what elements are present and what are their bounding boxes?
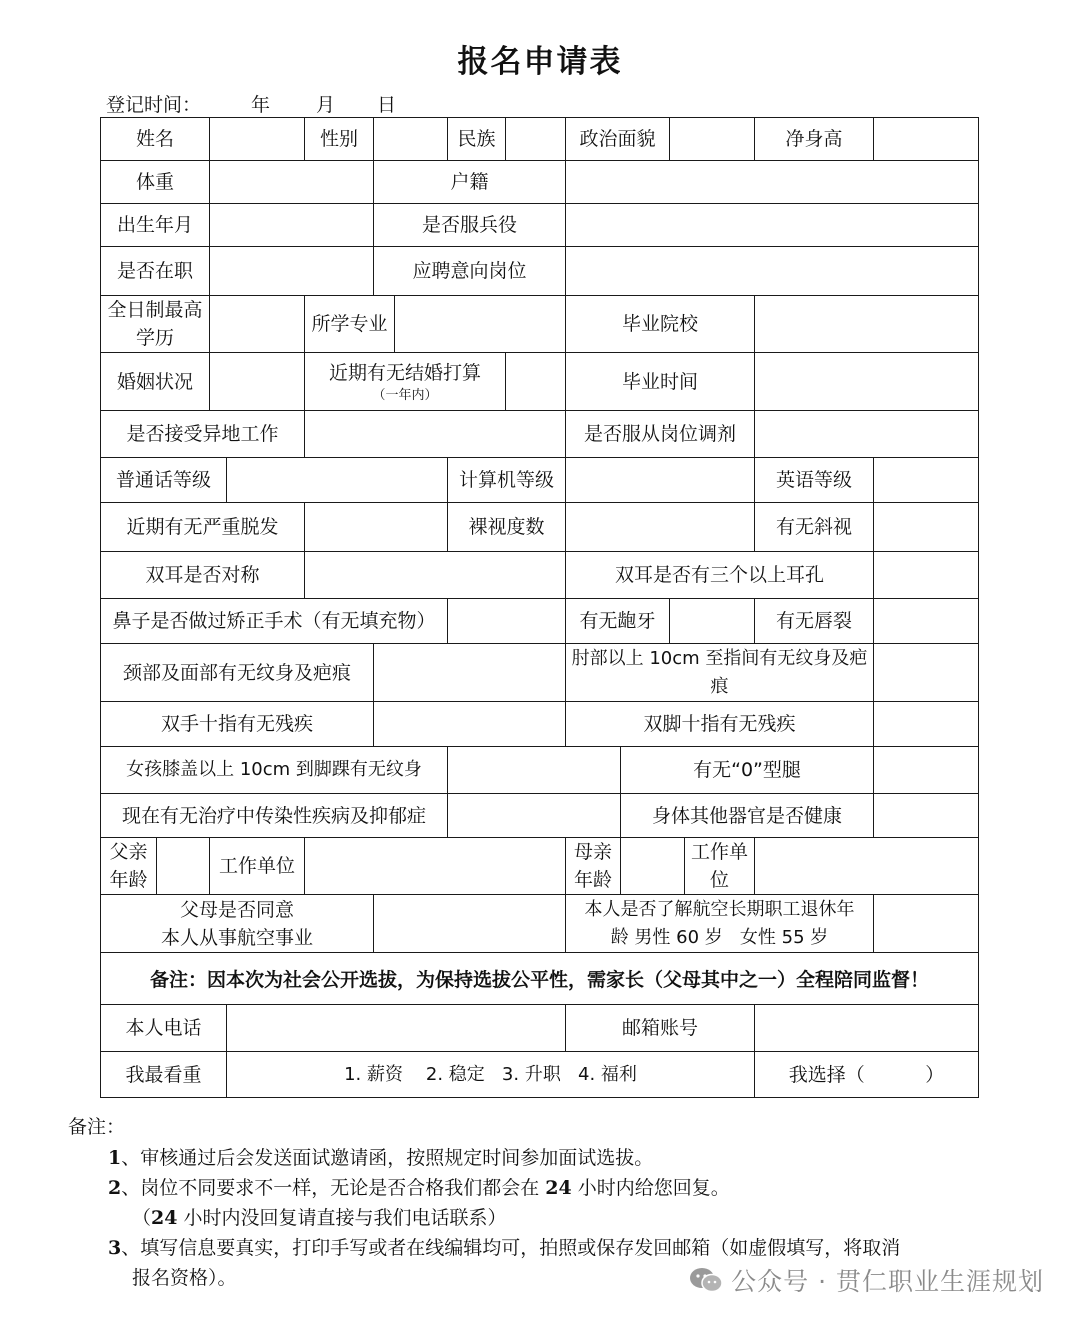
label-strabismus: 有无斜视 [754,502,874,552]
label-education-line1: 全日制最高 [107,299,203,321]
label-knee-tattoo: 女孩膝盖以上 10cm 到脚踝有无纹身 [100,746,448,794]
label-accept-relocation: 是否接受异地工作 [100,410,305,458]
remark-1-number: 1 [108,1147,122,1169]
field-target-position[interactable] [565,246,979,296]
watermark [689,1262,1044,1298]
field-mother-work[interactable] [754,837,979,895]
label-priority: 我最看重 [100,1051,227,1098]
field-my-choice[interactable]: 我选择（ ） [754,1051,979,1098]
label-hair-loss: 近期有无严重脱发 [100,502,305,552]
field-disease[interactable] [447,793,621,838]
field-political-status[interactable] [669,117,755,161]
label-mother-age-line1: 母亲 [573,841,612,863]
field-military-service[interactable] [565,203,979,247]
field-elbow-tattoo[interactable] [873,643,979,702]
label-school: 毕业院校 [565,295,755,353]
field-birth[interactable] [209,203,374,247]
label-father-age-line1: 父亲 [109,841,148,863]
label-education [100,295,210,353]
field-accept-relocation[interactable] [304,410,566,458]
remarks-heading: 备注： [68,1116,126,1138]
label-parents-consent-line1: 父母是否同意 [179,898,294,921]
field-net-height[interactable] [873,117,979,161]
label-weight: 体重 [100,160,210,204]
field-cleft-lip[interactable] [873,598,979,644]
register-time-label: 登记时间： [106,94,202,116]
remark-2-sub-open: （ [132,1207,152,1229]
remark-item-1 [68,1143,1048,1173]
field-hands-disability[interactable] [373,701,566,747]
page-title: 报名申请表 [457,44,623,80]
label-birth: 出生年月 [100,203,210,247]
label-political-status: 政治面貌 [565,117,670,161]
label-mandarin: 普通话等级 [100,457,227,503]
field-knee-tattoo[interactable] [447,746,621,794]
label-father-age-line2: 年龄 [109,869,148,891]
label-major: 所学专业 [304,295,395,353]
label-organs-health: 身体其他器官是否健康 [620,793,874,838]
label-elbow-tattoo-line1: 肘部以上 10cm 至指间有无纹身及疤 [571,647,868,669]
label-computer: 计算机等级 [447,457,566,503]
field-mother-age[interactable] [620,837,685,895]
label-english: 英语等级 [754,457,874,503]
label-retirement-age [565,894,874,953]
field-feet-disability[interactable] [873,701,979,747]
label-household: 户籍 [373,160,566,204]
label-nose-surgery: 鼻子是否做过矫正手术（有无填充物） [100,598,448,644]
label-neck-face-tattoo: 颈部及面部有无纹身及疤痕 [100,643,374,702]
field-gender[interactable] [373,117,448,161]
remark-2-text-end: 小时内给您回复。 [571,1177,730,1199]
label-retirement-line2: 龄 男性 60 岁 女性 55 岁 [610,926,829,948]
field-major[interactable] [394,295,566,353]
label-gender: 性别 [304,117,374,161]
remark-2-hours: 24 [545,1177,572,1199]
field-o-legs[interactable] [873,746,979,794]
register-day-label: 日 [377,94,397,116]
field-accept-adjustment[interactable] [754,410,979,458]
label-ears-symmetric: 双耳是否对称 [100,551,305,599]
label-accept-adjustment: 是否服从岗位调剂 [565,410,755,458]
remark-item-3-cont: 报名资格）。 [132,1267,237,1289]
field-marriage-plan[interactable] [505,352,566,411]
label-education-line2: 学历 [135,327,174,349]
field-email[interactable] [754,1004,979,1052]
label-target-position: 应聘意向岗位 [373,246,566,296]
remark-2-number: 2 [108,1177,122,1199]
label-mother-age [565,837,621,895]
label-disease: 现在有无治疗中传染性疾病及抑郁症 [100,793,448,838]
label-employed: 是否在职 [100,246,210,296]
field-strabismus[interactable] [873,502,979,552]
label-mother-work-line1: 工作单 [690,841,748,863]
field-retirement-age[interactable] [873,894,979,953]
label-parents-consent [100,894,374,953]
remark-item-2 [68,1173,1048,1203]
field-weight[interactable] [209,160,374,204]
label-mother-age-line2: 年龄 [573,869,612,891]
field-father-work[interactable] [304,837,566,895]
field-household[interactable] [565,160,979,204]
remark-1-text: 、审核通过后会发送面试邀请函，按照规定时间参加面试选拔。 [121,1147,654,1169]
remark-item-2-sub [68,1203,1048,1233]
remark-2-sub-hours: 24 [151,1207,178,1229]
label-ear-holes: 双耳是否有三个以上耳孔 [565,551,874,599]
label-name: 姓名 [100,117,210,161]
remark-2-sub-text: 小时内没回复请直接与我们电话联系） [177,1207,507,1229]
field-employed[interactable] [209,246,374,296]
label-elbow-tattoo-line2: 痕 [710,675,729,697]
label-graduation-time: 毕业时间 [565,352,755,411]
field-priority-options[interactable]: 1. 薪资 2. 稳定 3. 升职 4. 福利 [226,1051,755,1098]
field-nose-surgery[interactable] [447,598,566,644]
label-o-legs: 有无“0”型腿 [620,746,874,794]
label-marital: 婚姻状况 [100,352,210,411]
remark-item-3 [68,1233,1048,1263]
label-parents-consent-line2: 本人从事航空事业 [160,926,313,949]
label-hands-disability: 双手十指有无残疾 [100,701,374,747]
label-father-age [100,837,157,895]
label-military-service: 是否服兵役 [373,203,566,247]
watermark-text: 公众号 · 贯仁职业生涯规划 [731,1267,1044,1296]
label-net-height: 净身高 [754,117,874,161]
label-phone: 本人电话 [100,1004,227,1052]
label-mother-work-line2: 位 [709,869,729,891]
label-marriage-plan-sub: （一年内） [372,387,438,403]
field-english[interactable] [873,457,979,503]
label-email: 邮箱账号 [565,1004,755,1052]
label-elbow-tattoo [565,643,874,702]
field-computer[interactable] [565,457,755,503]
label-mother-work [684,837,755,895]
register-year-label: 年 [251,94,271,116]
field-organs-health[interactable] [873,793,979,838]
wechat-icon [689,1267,723,1293]
field-school[interactable] [754,295,979,353]
field-neck-face-tattoo[interactable] [373,643,566,702]
label-feet-disability: 双脚十指有无残疾 [565,701,874,747]
field-graduation-time[interactable] [754,352,979,411]
field-ears-symmetric[interactable] [304,551,566,599]
field-ethnicity[interactable] [505,117,566,161]
label-marriage-plan-main: 近期有无结婚打算 [328,361,481,384]
remark-2-text: 、岗位不同要求不一样，无论是否合格我们都会在 [121,1177,546,1199]
field-naked-vision[interactable] [565,502,755,552]
field-buck-teeth[interactable] [669,598,755,644]
label-ethnicity: 民族 [447,117,506,161]
remark-3-text: 、填写信息要真实，打印手写或者在线编辑均可，拍照或保存发回邮箱（如虚假填写，将取消 [121,1237,901,1259]
label-cleft-lip: 有无唇裂 [754,598,874,644]
register-month-label: 月 [316,94,336,116]
field-name[interactable] [209,117,305,161]
field-marital[interactable] [209,352,305,411]
label-retirement-line1: 本人是否了解航空长期职工退休年 [584,898,855,920]
field-hair-loss[interactable] [304,502,448,552]
field-mandarin[interactable] [226,457,448,503]
field-father-age[interactable] [156,837,210,895]
table-note: 备注：因本次为社会公开选拔，为保持选拔公平性，需家长（父母其中之一）全程陪同监督！ [100,952,979,1005]
field-ear-holes[interactable] [873,551,979,599]
label-father-work: 工作单位 [209,837,305,895]
remark-3-number: 3 [108,1237,122,1259]
label-marriage-plan [304,352,506,411]
field-parents-consent[interactable] [373,894,566,953]
field-education[interactable] [209,295,305,353]
label-naked-vision: 裸视度数 [447,502,566,552]
field-phone[interactable] [226,1004,566,1052]
label-buck-teeth: 有无龅牙 [565,598,670,644]
